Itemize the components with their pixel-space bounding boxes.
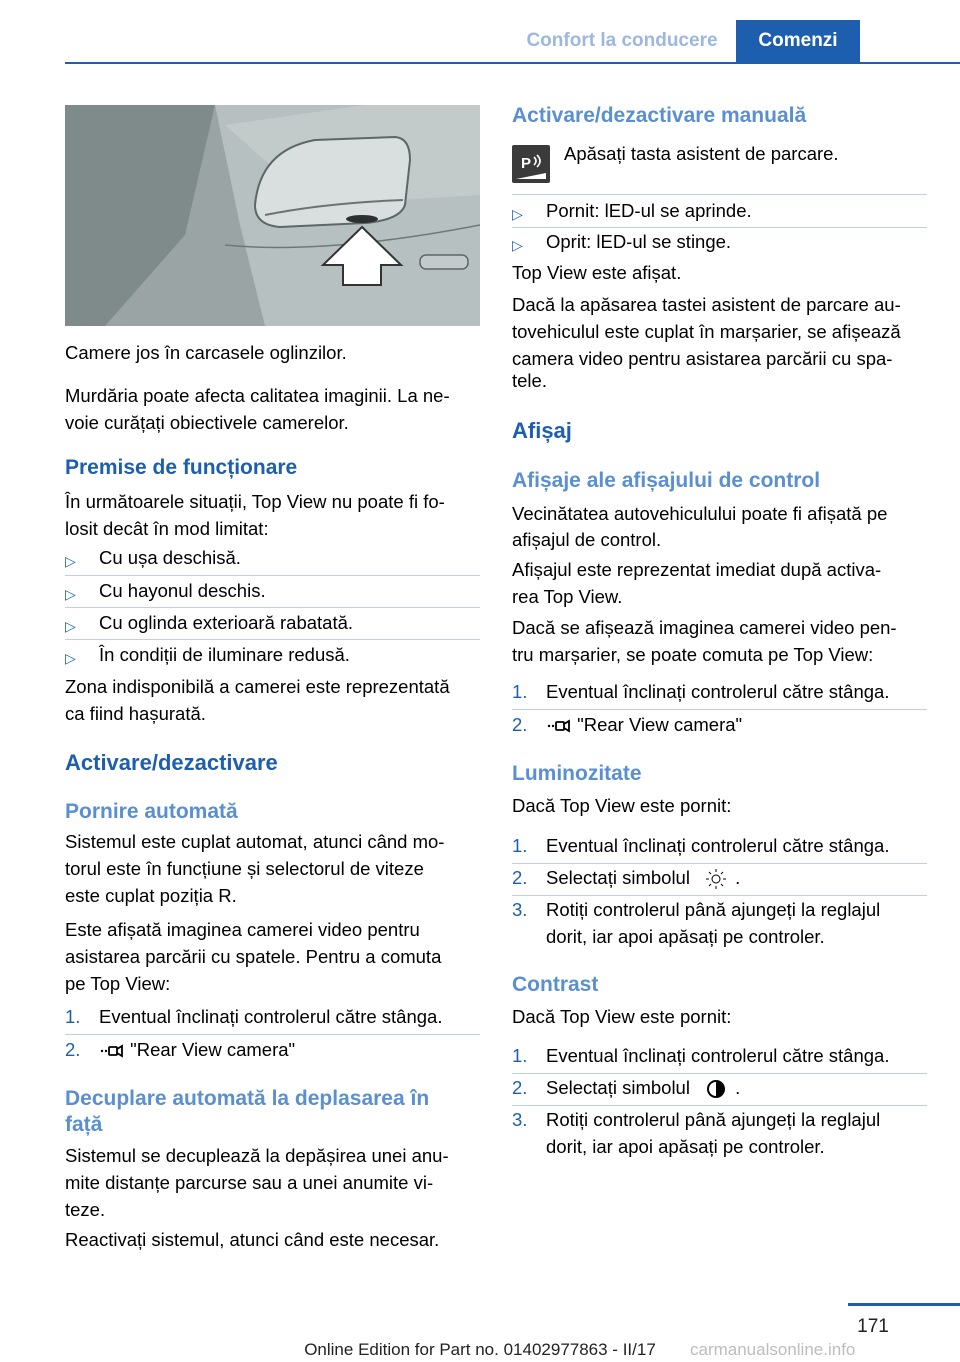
decoupling-heading-line-1: Decuplare automată la deplasarea în: [65, 1087, 430, 1110]
list-separator: [65, 639, 480, 640]
repr-line-1: Afișajul este reprezentat imediat după activa‐: [512, 559, 882, 580]
control-display-heading: Afișaje ale afișajului de control: [512, 469, 821, 492]
park-assist-button-icon: [512, 145, 550, 183]
mirror-camera-photo: [65, 105, 480, 326]
header-rule: [65, 62, 960, 64]
step-text: [546, 711, 742, 738]
contrast-icon: [705, 1078, 727, 1100]
step-text-continued: dorit, iar apoi apăsați pe controler.: [546, 1136, 825, 1157]
decup-line-2: mite distanțe parcurse sau a unei anumite vi‐: [65, 1172, 434, 1193]
page-number: 171: [857, 1316, 889, 1337]
photo-caption: Camere jos în carcasele oglinzilor.: [65, 342, 347, 363]
bullet-triangle-icon: ▷: [65, 586, 76, 602]
manual-instruction: Apăsați tasta asistent de parcare.: [564, 143, 839, 164]
brightness-sun-icon: [705, 868, 727, 890]
rear-camera-icon: [99, 1041, 125, 1061]
dirt-line-2: voie curățați obiectivele camerelor.: [65, 412, 349, 433]
bullet-triangle-icon: ▷: [512, 206, 523, 222]
brightness-intro: Dacă Top View este pornit:: [512, 795, 732, 816]
park-assist-icon: [512, 145, 550, 183]
premise-heading: Premise de funcționare: [65, 456, 298, 479]
step-text: Rotiți controlerul până ajungeți la reglajul: [546, 1109, 881, 1130]
step-number: 2.: [512, 714, 528, 735]
period-mark: .: [735, 867, 741, 888]
auto-line-1: Sistemul este cuplat automat, atunci când mo‐: [65, 831, 445, 852]
step-label: "Rear View camera": [577, 714, 743, 735]
auto-start-heading: Pornire automată: [65, 800, 238, 823]
step-text: Eventual înclinați controlerul către stânga.: [99, 1006, 443, 1027]
edition-footer: Online Edition for Part no. 01402977863 - II/17: [304, 1340, 656, 1359]
dirt-line-1: Murdăria poate afecta calitatea imaginii. La ne‐: [65, 385, 450, 406]
footer-rule: [848, 1303, 960, 1306]
show-line-2: asistarea parcării cu spatele. Pentru a comuta: [65, 946, 442, 967]
list-item-text: Pornit: lED-ul se aprinde.: [546, 200, 752, 221]
vecin-line-1: Vecinătatea autovehiculului poate fi afișată pe: [512, 503, 888, 524]
list-separator: [65, 607, 480, 608]
step-number: 1.: [512, 835, 528, 856]
step-text: [546, 1074, 740, 1101]
step-label: Selectați simbolul: [546, 867, 690, 888]
bullet-triangle-icon: ▷: [65, 553, 76, 569]
period-mark: .: [735, 1077, 741, 1098]
step-label: "Rear View camera": [130, 1039, 296, 1060]
watermark: carmanualsonline.info: [690, 1340, 856, 1359]
show-line-3: pe Top View:: [65, 973, 171, 994]
bullet-triangle-icon: ▷: [65, 650, 76, 666]
header-chapter-tab: Comenzi: [736, 20, 860, 62]
decup-line-1: Sistemul se decuplează la depășirea unei anu‐: [65, 1145, 449, 1166]
zone-line-1: Zona indisponibilă a camerei este reprezentată: [65, 676, 450, 697]
mirror-camera-illustration: [65, 105, 480, 326]
rear-line-1: Dacă se afișează imaginea camerei video pen‐: [512, 617, 897, 638]
activation-heading: Activare/dezactivare: [65, 750, 278, 775]
display-heading: Afișaj: [512, 418, 572, 443]
press-line-1: Dacă la apăsarea tastei asistent de parcare au‐: [512, 294, 901, 315]
list-separator: [65, 575, 480, 576]
auto-line-3: este cuplat poziția R.: [65, 885, 237, 906]
manual-heading: Activare/dezactivare manuală: [512, 104, 807, 127]
press-line-4: tele.: [512, 370, 547, 391]
list-item-text: Cu oglinda exterioară rabatată.: [99, 612, 354, 633]
step-number: 2.: [512, 867, 528, 888]
premise-line-2: losit decât în mod limitat:: [65, 518, 269, 539]
header-section-tab: Confort la conducere: [526, 30, 718, 51]
step-text: [99, 1036, 295, 1063]
step-number: 3.: [512, 1109, 528, 1130]
decup-line-3: teze.: [65, 1199, 106, 1220]
step-text: Eventual înclinați controlerul către stânga.: [546, 835, 890, 856]
topview-shown: Top View este afișat.: [512, 262, 682, 283]
step-number: 2.: [512, 1077, 528, 1098]
list-item-text: Cu ușa deschisă.: [99, 547, 241, 568]
step-number: 1.: [512, 1045, 528, 1066]
step-number: 3.: [512, 899, 528, 920]
list-separator: [512, 194, 927, 195]
press-line-3: camera video pentru asistarea parcării cu spa‐: [512, 348, 893, 369]
svg-text:P: P: [521, 155, 532, 172]
list-item-text: Cu hayonul deschis.: [99, 580, 266, 601]
step-text-continued: dorit, iar apoi apăsați pe controler.: [546, 926, 825, 947]
rear-camera-icon: [546, 716, 572, 736]
repr-line-2: rea Top View.: [512, 586, 623, 607]
step-label: Selectați simbolul: [546, 1077, 690, 1098]
brightness-heading: Luminozitate: [512, 762, 642, 785]
premise-line-1: În următoarele situații, Top View nu poate fi fo‐: [65, 491, 445, 512]
list-item-text: Oprit: lED-ul se stinge.: [546, 231, 732, 252]
step-text: Eventual înclinați controlerul către stânga.: [546, 1045, 890, 1066]
list-item-text: În condiții de iluminare redusă.: [99, 644, 350, 665]
step-number: 2.: [65, 1039, 81, 1060]
list-separator: [512, 709, 927, 710]
vecin-line-2: afișajul de control.: [512, 529, 662, 550]
step-number: 1.: [512, 681, 528, 702]
step-text: Eventual înclinați controlerul către stânga.: [546, 681, 890, 702]
reactivate-text: Reactivați sistemul, atunci când este necesar.: [65, 1229, 440, 1250]
bullet-triangle-icon: ▷: [65, 618, 76, 634]
list-separator: [65, 1034, 480, 1035]
zone-line-2: ca fiind hașurată.: [65, 703, 206, 724]
rear-line-2: tru marșarier, se poate comuta pe Top View:: [512, 644, 874, 665]
auto-line-2: torul este în funcțiune și selectorul de viteze: [65, 858, 424, 879]
bullet-triangle-icon: ▷: [512, 237, 523, 253]
decoupling-heading-line-2: față: [65, 1113, 103, 1136]
press-line-2: tovehiculul este cuplat în marșarier, se afișează: [512, 321, 901, 342]
step-text: [546, 864, 740, 891]
show-line-1: Este afișată imaginea camerei video pentru: [65, 919, 420, 940]
step-text: Rotiți controlerul până ajungeți la reglajul: [546, 899, 881, 920]
step-number: 1.: [65, 1006, 81, 1027]
contrast-intro: Dacă Top View este pornit:: [512, 1006, 732, 1027]
contrast-heading: Contrast: [512, 973, 599, 996]
